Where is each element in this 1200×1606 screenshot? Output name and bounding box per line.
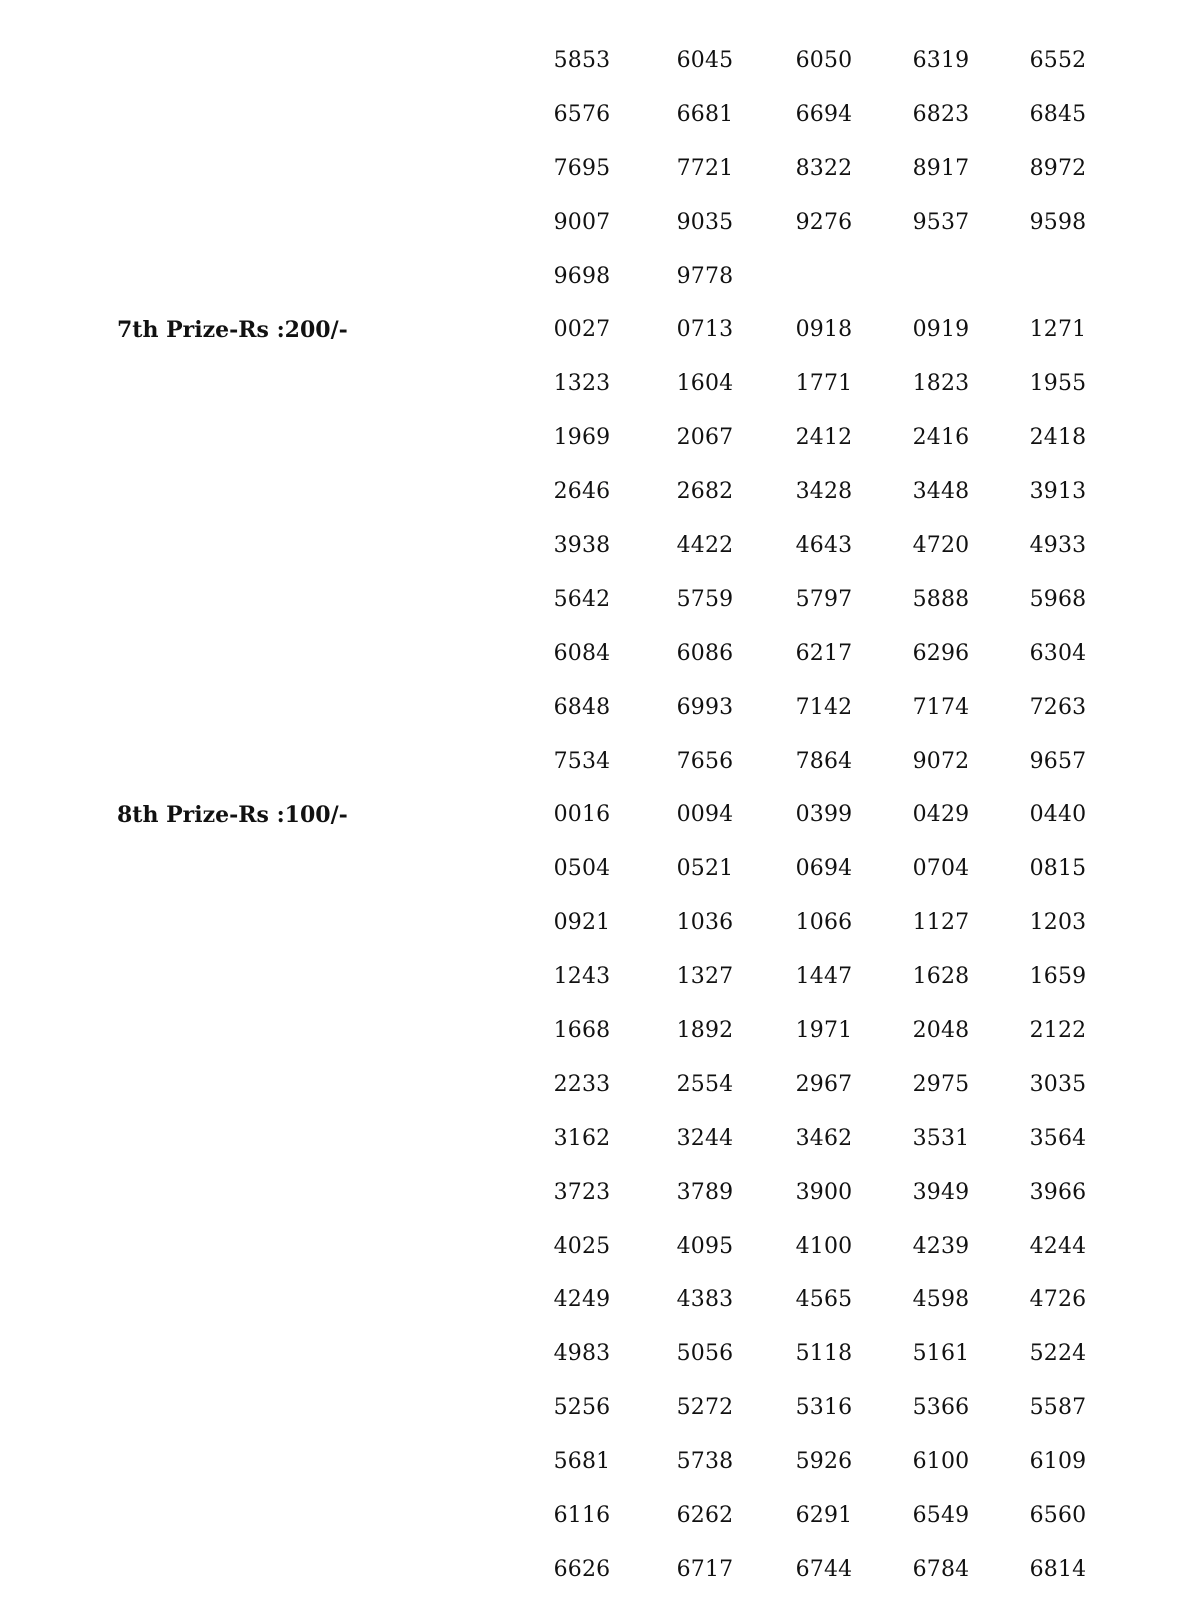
- ticket-number: 5926: [795, 1449, 853, 1475]
- ticket-number: 9537: [912, 209, 970, 235]
- ticket-number: 5853: [553, 48, 611, 73]
- ticket-number: 1447: [795, 964, 853, 990]
- ticket-number: 5256: [553, 1395, 611, 1421]
- ticket-number: 5161: [912, 1341, 970, 1367]
- result-row: [0, 789, 1200, 843]
- ticket-number: 4598: [912, 1287, 970, 1313]
- result-row: [0, 574, 1200, 628]
- result-row: [0, 1328, 1200, 1382]
- ticket-number: 0815: [1029, 856, 1087, 882]
- ticket-number: 3244: [676, 1125, 734, 1151]
- ticket-number: 1203: [1029, 910, 1087, 936]
- ticket-number: 2646: [553, 479, 611, 505]
- ticket-number: 2682: [676, 479, 734, 505]
- ticket-number: 2412: [795, 425, 853, 451]
- result-row: [0, 897, 1200, 951]
- ticket-number: 6848: [553, 694, 611, 720]
- result-row: [0, 412, 1200, 466]
- result-row: [0, 358, 1200, 412]
- ticket-number: 1271: [1029, 317, 1087, 343]
- ticket-number: 3162: [553, 1125, 611, 1151]
- ticket-number: 2067: [676, 425, 734, 451]
- ticket-number: 6681: [676, 101, 734, 127]
- ticket-number: 0694: [795, 856, 853, 882]
- result-row: [0, 35, 1200, 89]
- ticket-number: 5888: [912, 586, 970, 612]
- ticket-number: 4100: [795, 1233, 853, 1259]
- ticket-number: 3428: [795, 479, 853, 505]
- ticket-number: 6694: [795, 101, 853, 127]
- ticket-number: 6304: [1029, 640, 1087, 666]
- result-row: [0, 1113, 1200, 1167]
- ticket-number: 3789: [676, 1179, 734, 1205]
- result-row: [0, 951, 1200, 1005]
- ticket-number: 6784: [912, 1556, 970, 1582]
- result-row: [0, 1382, 1200, 1436]
- ticket-number: 4720: [912, 533, 970, 559]
- ticket-number: 8322: [795, 155, 853, 181]
- ticket-number: 3462: [795, 1125, 853, 1151]
- ticket-number: 1243: [553, 964, 611, 990]
- ticket-number: 0919: [912, 317, 970, 343]
- ticket-number: 9657: [1029, 748, 1087, 774]
- ticket-number: 1969: [553, 425, 611, 451]
- ticket-number: 7721: [676, 155, 734, 181]
- ticket-number: 6319: [912, 48, 970, 73]
- result-row: [0, 1005, 1200, 1059]
- ticket-number: 0094: [676, 802, 734, 828]
- ticket-number: 6823: [912, 101, 970, 127]
- result-row: [0, 1059, 1200, 1113]
- ticket-number: 4249: [553, 1287, 611, 1313]
- ticket-number: 4244: [1029, 1233, 1087, 1259]
- ticket-number: 4383: [676, 1287, 734, 1313]
- ticket-number: 1771: [795, 371, 853, 397]
- ticket-number: 1127: [912, 910, 970, 936]
- result-row: [0, 1490, 1200, 1544]
- result-row: [0, 1221, 1200, 1275]
- ticket-number: 0713: [676, 317, 734, 343]
- ticket-number: 0704: [912, 856, 970, 882]
- ticket-number: 3035: [1029, 1071, 1087, 1097]
- ticket-number: 9276: [795, 209, 853, 235]
- ticket-number: 1659: [1029, 964, 1087, 990]
- ticket-number: 6814: [1029, 1556, 1087, 1582]
- ticket-number: 9778: [676, 263, 734, 289]
- ticket-number: 6262: [676, 1503, 734, 1529]
- ticket-number: 1036: [676, 910, 734, 936]
- ticket-number: 0399: [795, 802, 853, 828]
- ticket-number: 1066: [795, 910, 853, 936]
- ticket-number: 1892: [676, 1018, 734, 1044]
- ticket-number: 4933: [1029, 533, 1087, 559]
- ticket-number: 7174: [912, 694, 970, 720]
- ticket-number: 9698: [553, 263, 611, 289]
- ticket-number: 9072: [912, 748, 970, 774]
- ticket-number: 0027: [553, 317, 611, 343]
- ticket-number: 2048: [912, 1018, 970, 1044]
- ticket-number: 6109: [1029, 1449, 1087, 1475]
- ticket-number: 4025: [553, 1233, 611, 1259]
- ticket-number: 7534: [553, 748, 611, 774]
- ticket-number: 4726: [1029, 1287, 1087, 1313]
- ticket-number: 5272: [676, 1395, 734, 1421]
- ticket-number: 1955: [1029, 371, 1087, 397]
- ticket-number: 0921: [553, 910, 611, 936]
- result-row: [0, 466, 1200, 520]
- ticket-number: 6217: [795, 640, 853, 666]
- ticket-number: 1323: [553, 371, 611, 397]
- ticket-number: 6050: [795, 48, 853, 73]
- ticket-number: 9035: [676, 209, 734, 235]
- ticket-number: 3938: [553, 533, 611, 559]
- ticket-number: 3900: [795, 1179, 853, 1205]
- ticket-number: 6744: [795, 1556, 853, 1582]
- ticket-number: 5118: [795, 1341, 853, 1367]
- ticket-number: 2418: [1029, 425, 1087, 451]
- ticket-number: 1971: [795, 1018, 853, 1044]
- ticket-number: 5316: [795, 1395, 853, 1421]
- ticket-number: 2975: [912, 1071, 970, 1097]
- ticket-number: 9598: [1029, 209, 1087, 235]
- ticket-number: 6100: [912, 1449, 970, 1475]
- ticket-number: 7656: [676, 748, 734, 774]
- ticket-number: 5366: [912, 1395, 970, 1421]
- ticket-number: 3564: [1029, 1125, 1087, 1151]
- ticket-number: 5968: [1029, 586, 1087, 612]
- ticket-number: 3913: [1029, 479, 1087, 505]
- ticket-number: 4983: [553, 1341, 611, 1367]
- ticket-number: 5224: [1029, 1341, 1087, 1367]
- result-row: [0, 89, 1200, 143]
- ticket-number: 0440: [1029, 802, 1087, 828]
- ticket-number: 2554: [676, 1071, 734, 1097]
- ticket-number: 5642: [553, 586, 611, 612]
- result-row: [0, 682, 1200, 736]
- ticket-number: 4643: [795, 533, 853, 559]
- ticket-number: 5738: [676, 1449, 734, 1475]
- ticket-number: 7142: [795, 694, 853, 720]
- ticket-number: 2122: [1029, 1018, 1087, 1044]
- ticket-number: 5587: [1029, 1395, 1087, 1421]
- ticket-number: 1628: [912, 964, 970, 990]
- ticket-number: 6549: [912, 1503, 970, 1529]
- ticket-number: 1604: [676, 371, 734, 397]
- ticket-number: 7864: [795, 748, 853, 774]
- ticket-number: 2967: [795, 1071, 853, 1097]
- ticket-number: 3448: [912, 479, 970, 505]
- ticket-number: 4565: [795, 1287, 853, 1313]
- ticket-number: 8917: [912, 155, 970, 181]
- result-row: [0, 1167, 1200, 1221]
- ticket-number: 1823: [912, 371, 970, 397]
- ticket-number: 2416: [912, 425, 970, 451]
- result-row: [0, 143, 1200, 197]
- result-row: [0, 197, 1200, 251]
- ticket-number: 9007: [553, 209, 611, 235]
- ticket-number: 8972: [1029, 155, 1087, 181]
- ticket-number: 7263: [1029, 694, 1087, 720]
- ticket-number: 4095: [676, 1233, 734, 1259]
- ticket-number: 0429: [912, 802, 970, 828]
- ticket-number: 6845: [1029, 101, 1087, 127]
- result-row: [0, 520, 1200, 574]
- ticket-number: 6626: [553, 1556, 611, 1582]
- ticket-number: 6560: [1029, 1503, 1087, 1529]
- result-row: [0, 628, 1200, 682]
- ticket-number: 6576: [553, 101, 611, 127]
- ticket-number: 5759: [676, 586, 734, 612]
- ticket-number: 6296: [912, 640, 970, 666]
- ticket-number: 6552: [1029, 48, 1087, 73]
- prize-label: 8th Prize-Rs :100/-: [117, 802, 348, 829]
- result-row: [0, 304, 1200, 358]
- ticket-number: 6045: [676, 48, 734, 73]
- ticket-number: 4239: [912, 1233, 970, 1259]
- ticket-number: 3966: [1029, 1179, 1087, 1205]
- ticket-number: 6291: [795, 1503, 853, 1529]
- result-row: [0, 251, 1200, 305]
- ticket-number: 3949: [912, 1179, 970, 1205]
- ticket-number: 0918: [795, 317, 853, 343]
- result-row: [0, 1274, 1200, 1328]
- result-row: [0, 843, 1200, 897]
- result-row: [0, 1544, 1200, 1598]
- ticket-number: 6086: [676, 640, 734, 666]
- ticket-number: 0504: [553, 856, 611, 882]
- ticket-number: 5681: [553, 1449, 611, 1475]
- ticket-number: 3723: [553, 1179, 611, 1205]
- ticket-number: 4422: [676, 533, 734, 559]
- ticket-number: 3531: [912, 1125, 970, 1151]
- ticket-number: 1668: [553, 1018, 611, 1044]
- ticket-number: 5056: [676, 1341, 734, 1367]
- ticket-number: 6116: [553, 1503, 611, 1529]
- ticket-number: 1327: [676, 964, 734, 990]
- ticket-number: 0016: [553, 802, 611, 828]
- ticket-number: 6993: [676, 694, 734, 720]
- ticket-number: 5797: [795, 586, 853, 612]
- ticket-number: 2233: [553, 1071, 611, 1097]
- ticket-number: 6084: [553, 640, 611, 666]
- ticket-number: 6717: [676, 1556, 734, 1582]
- prize-label: 7th Prize-Rs :200/-: [117, 317, 348, 344]
- ticket-number: 7695: [553, 155, 611, 181]
- ticket-number: 0521: [676, 856, 734, 882]
- result-row: [0, 736, 1200, 790]
- prize-results-table: [0, 35, 1200, 1598]
- result-row: [0, 1436, 1200, 1490]
